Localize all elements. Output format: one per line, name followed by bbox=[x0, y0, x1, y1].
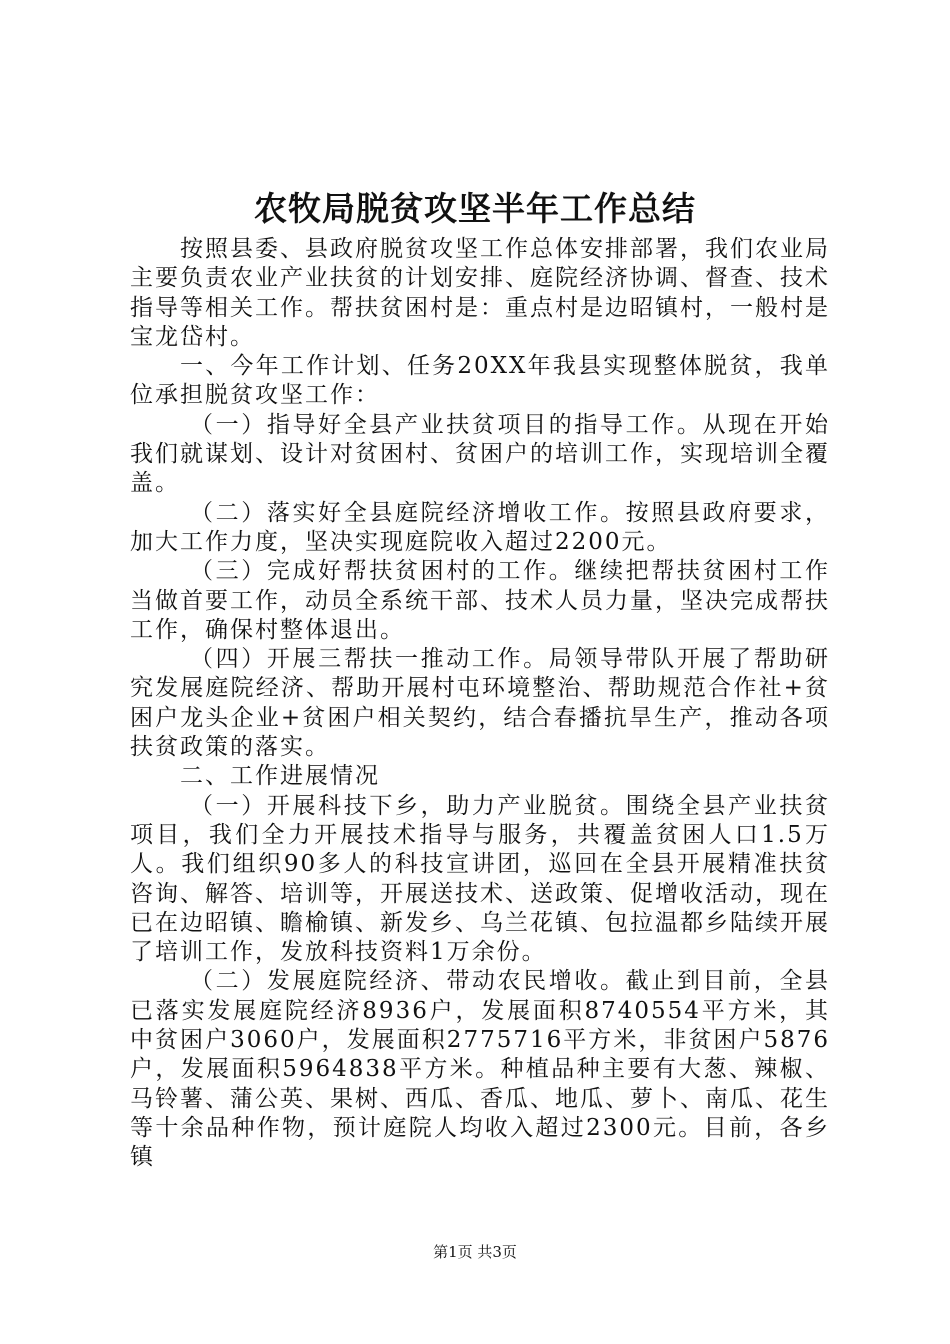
paragraph-section-1-heading: 一、今年工作计划、任务20XX年我县实现整体脱贫，我单位承担脱贫攻坚工作： bbox=[130, 353, 830, 409]
page-footer: 第1页 共3页 bbox=[433, 1243, 517, 1261]
paragraph-progress-1: （一）开展科技下乡，助力产业脱贫。围绕全县产业扶贫项目，我们全力开展技术指导与服务，共覆盖贫困人口1.5万人。我们组织90多人的科技宣讲团，巡回在全县开展精准扶贫咨询、解答、培训等，开展送技术、送政策、促增收活动，现在已在边昭镇、瞻榆镇、新发乡、乌兰花镇、包拉温都乡陆续开展了培训工作，发放科技资料1万余份。 bbox=[130, 792, 830, 966]
paragraph-intro: 按照县委、县政府脱贫攻坚工作总体安排部署，我们农业局主要负责农业产业扶贫的计划安排、庭院经济协调、督查、技术指导等相关工作。帮扶贫困村是：重点村是边昭镇村，一般村是宝龙岱村。 bbox=[130, 236, 830, 350]
paragraph-item-3: （三）完成好帮扶贫困村的工作。继续把帮扶贫困村工作当做首要工作，动员全系统干部、技术人员力量，坚决完成帮扶工作，确保村整体退出。 bbox=[130, 558, 830, 643]
paragraph-item-2: （二）落实好全县庭院经济增收工作。按照县政府要求，加大工作力度，坚决实现庭院收入超过2200元。 bbox=[130, 499, 830, 555]
paragraph-item-1: （一）指导好全县产业扶贫项目的指导工作。从现在开始我们就谋划、设计对贫困村、贫困户的培训工作，实现培训全覆盖。 bbox=[130, 411, 830, 497]
document-title: 农牧局脱贫攻坚半年工作总结 bbox=[254, 189, 696, 228]
paragraph-section-2-heading: 二、工作进展情况 bbox=[180, 763, 380, 790]
document-body bbox=[130, 235, 830, 1173]
paragraph-progress-2: （二）发展庭院经济、带动农民增收。截止到目前，全县已落实发展庭院经济8936户，发展面积8740554平方米，其中贫困户3060户，发展面积2775716平方米，非贫困户5876户，发展面积5964838平方米。种植品种主要有大葱、辣椒、马铃薯、蒲公英、果树、西瓜、香瓜、地瓜、萝卜、南瓜、花生等十余品种作物，预计庭院人均收入超过2300元。目前，各乡镇 bbox=[130, 968, 830, 1171]
paragraph-item-4: （四）开展三帮扶一推动工作。局领导带队开展了帮助研究发展庭院经济、帮助开展村屯环境整治、帮助规范合作社+贫困户龙头企业+贫困户相关契约，结合春播抗旱生产，推动各项扶贫政策的落实。 bbox=[130, 646, 830, 761]
